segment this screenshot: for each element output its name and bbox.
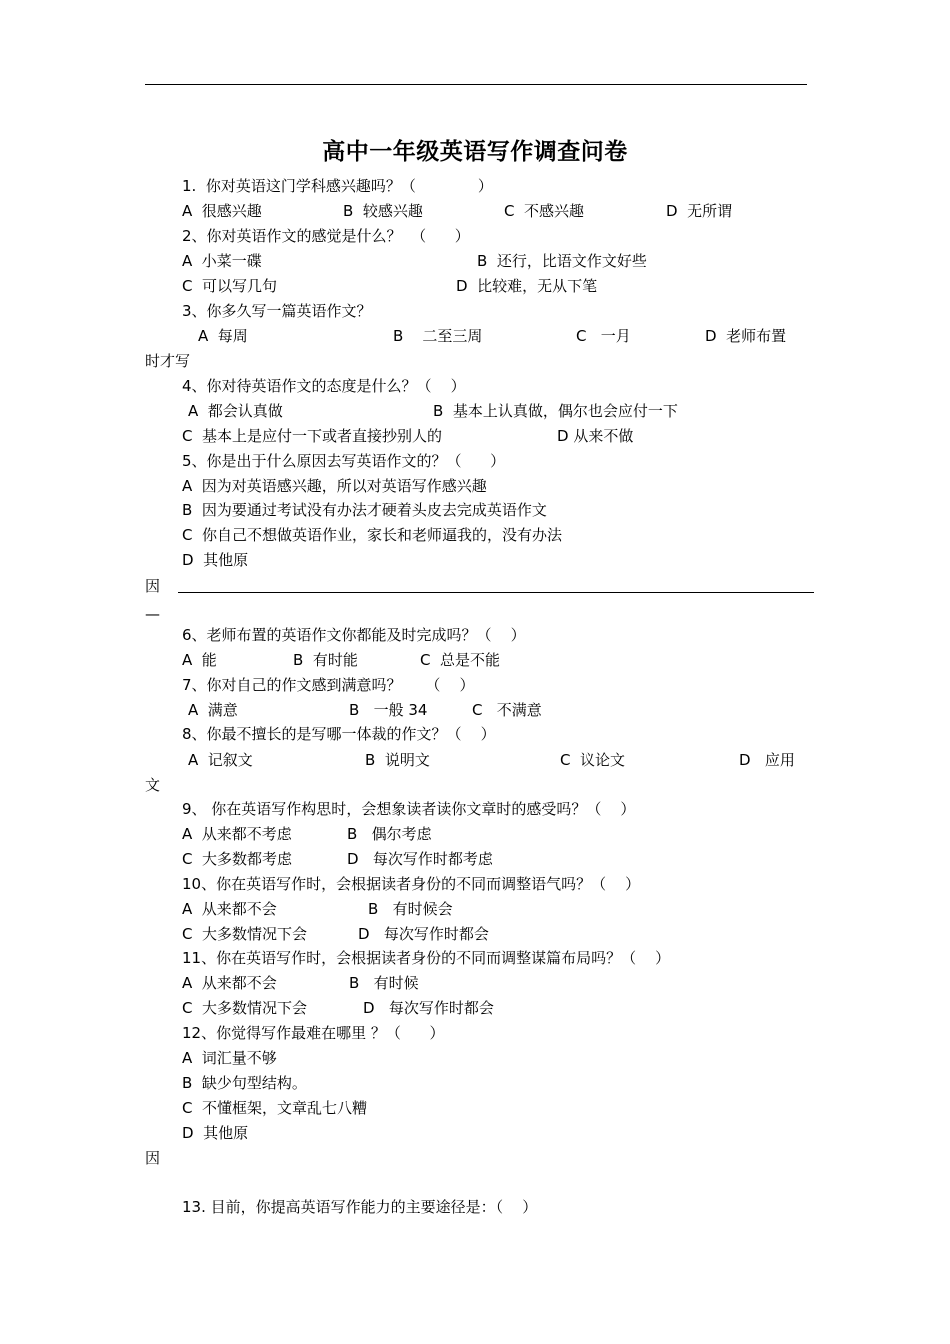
question-7-option-b: B 一般 34 bbox=[349, 701, 428, 719]
question-2-option-c: C 可以写几句 bbox=[182, 277, 278, 295]
question-12-option-d-continued: 因 bbox=[145, 1149, 161, 1167]
question-2-option-a: A 小菜一碟 bbox=[182, 252, 262, 270]
question-5-stem: 5、你是出于什么原因去写英语作文的？（ ） bbox=[182, 452, 506, 470]
question-1-option-c: C 不感兴趣 bbox=[504, 202, 585, 220]
question-5-option-d-continued: 因 bbox=[145, 577, 161, 595]
question-12-option-b: B 缺少句型结构。 bbox=[182, 1074, 307, 1092]
question-4-option-a: A 都会认真做 bbox=[188, 402, 283, 420]
question-9-option-d: D 每次写作时都考虑 bbox=[347, 850, 493, 868]
question-11-option-a: A 从来都不会 bbox=[182, 974, 277, 992]
question-8-option-a: A 记叙文 bbox=[188, 751, 253, 769]
question-12-option-d: D 其他原 bbox=[182, 1124, 249, 1142]
question-4-option-c: C 基本上是应付一下或者直接抄别人的 bbox=[182, 427, 443, 445]
question-4-stem: 4、你对待英语作文的态度是什么？（ ） bbox=[182, 377, 466, 395]
question-6-stem: 6、老师布置的英语作文你都能及时完成吗？（ ） bbox=[182, 626, 526, 644]
question-8-option-d-continued: 文 bbox=[145, 776, 161, 794]
question-4-option-b: B 基本上认真做，偶尔也会应付一下 bbox=[433, 402, 678, 420]
question-3-option-c: C 一月 bbox=[576, 327, 631, 345]
question-8-option-b: B 说明文 bbox=[365, 751, 430, 769]
question-10-option-a: A 从来都不会 bbox=[182, 900, 277, 918]
question-2-option-b: B 还行，比语文作文好些 bbox=[477, 252, 647, 270]
question-3-option-d-continued: 时才写 bbox=[145, 352, 191, 370]
question-10-option-d: D 每次写作时都会 bbox=[358, 925, 489, 943]
question-12-stem: 12、你觉得写作最难在哪里 ？（ ） bbox=[182, 1024, 445, 1042]
question-1-option-b: B 较感兴趣 bbox=[343, 202, 423, 220]
question-5-option-d: D 其他原 bbox=[182, 551, 249, 569]
question-2-option-d: D 比较难，无从下笔 bbox=[456, 277, 598, 295]
question-3-option-a: A 每周 bbox=[198, 327, 248, 345]
question-6-option-a: A 能 bbox=[182, 651, 217, 669]
question-6-option-c: C 总是不能 bbox=[420, 651, 501, 669]
question-8-stem: 8、你最不擅长的是写哪一体裁的作文？（ ） bbox=[182, 725, 496, 743]
question-4-option-d: D 从来不做 bbox=[557, 427, 634, 445]
question-10-stem: 10、你在英语写作时，会根据读者身份的不同而调整语气吗？（ ） bbox=[182, 875, 641, 893]
question-2-stem: 2、你对英语作文的感觉是什么？ （ ） bbox=[182, 227, 470, 245]
question-11-option-b: B 有时候 bbox=[349, 974, 419, 992]
question-9-option-a: A 从来都不考虑 bbox=[182, 825, 292, 843]
question-13-stem: 13. 目前，你提高英语写作能力的主要途径是：（ ） bbox=[182, 1198, 538, 1216]
answer-blank-tail: — bbox=[145, 605, 160, 623]
header-rule bbox=[145, 84, 807, 85]
question-5-option-c: C 你自己不想做英语作业，家长和老师逼我的，没有办法 bbox=[182, 526, 563, 544]
question-1-option-d: D 无所谓 bbox=[666, 202, 733, 220]
question-9-option-b: B 偶尔考虑 bbox=[347, 825, 432, 843]
question-1-stem: 1. 你对英语这门学科感兴趣吗？（ ） bbox=[182, 177, 493, 195]
question-12-option-a: A 词汇量不够 bbox=[182, 1049, 277, 1067]
question-10-option-c: C 大多数情况下会 bbox=[182, 925, 308, 943]
question-6-option-b: B 有时能 bbox=[293, 651, 358, 669]
question-9-stem: 9、 你在英语写作构思时，会想象读者读你文章时的感受吗？（ ） bbox=[182, 800, 636, 818]
question-3-option-d: D 老师布置 bbox=[705, 327, 787, 345]
question-8-option-d: D 应用 bbox=[739, 751, 795, 769]
question-11-option-d: D 每次写作时都会 bbox=[363, 999, 494, 1017]
question-1-option-a: A 很感兴趣 bbox=[182, 202, 262, 220]
question-11-stem: 11、你在英语写作时，会根据读者身份的不同而调整谋篇布局吗？（ ） bbox=[182, 949, 671, 967]
question-5-option-b: B 因为要通过考试没有办法才硬着头皮去完成英语作文 bbox=[182, 501, 547, 519]
question-5-option-a: A 因为对英语感兴趣，所以对英语写作感兴趣 bbox=[182, 477, 487, 495]
question-8-option-c: C 议论文 bbox=[560, 751, 626, 769]
question-3-option-b: B 二至三周 bbox=[393, 327, 483, 345]
page-title: 高中一年级英语写作调查问卷 bbox=[322, 138, 628, 165]
question-9-option-c: C 大多数都考虑 bbox=[182, 850, 293, 868]
question-11-option-c: C 大多数情况下会 bbox=[182, 999, 308, 1017]
question-7-stem: 7、你对自己的作文感到满意吗？ （ ） bbox=[182, 676, 475, 694]
question-7-option-c: C 不满意 bbox=[472, 701, 542, 719]
question-10-option-b: B 有时候会 bbox=[368, 900, 453, 918]
question-12-option-c: C 不懂框架，文章乱七八糟 bbox=[182, 1099, 368, 1117]
answer-blank-line bbox=[178, 592, 814, 593]
question-3-stem: 3、你多久写一篇英语作文？ bbox=[182, 302, 372, 320]
question-7-option-a: A 满意 bbox=[188, 701, 238, 719]
